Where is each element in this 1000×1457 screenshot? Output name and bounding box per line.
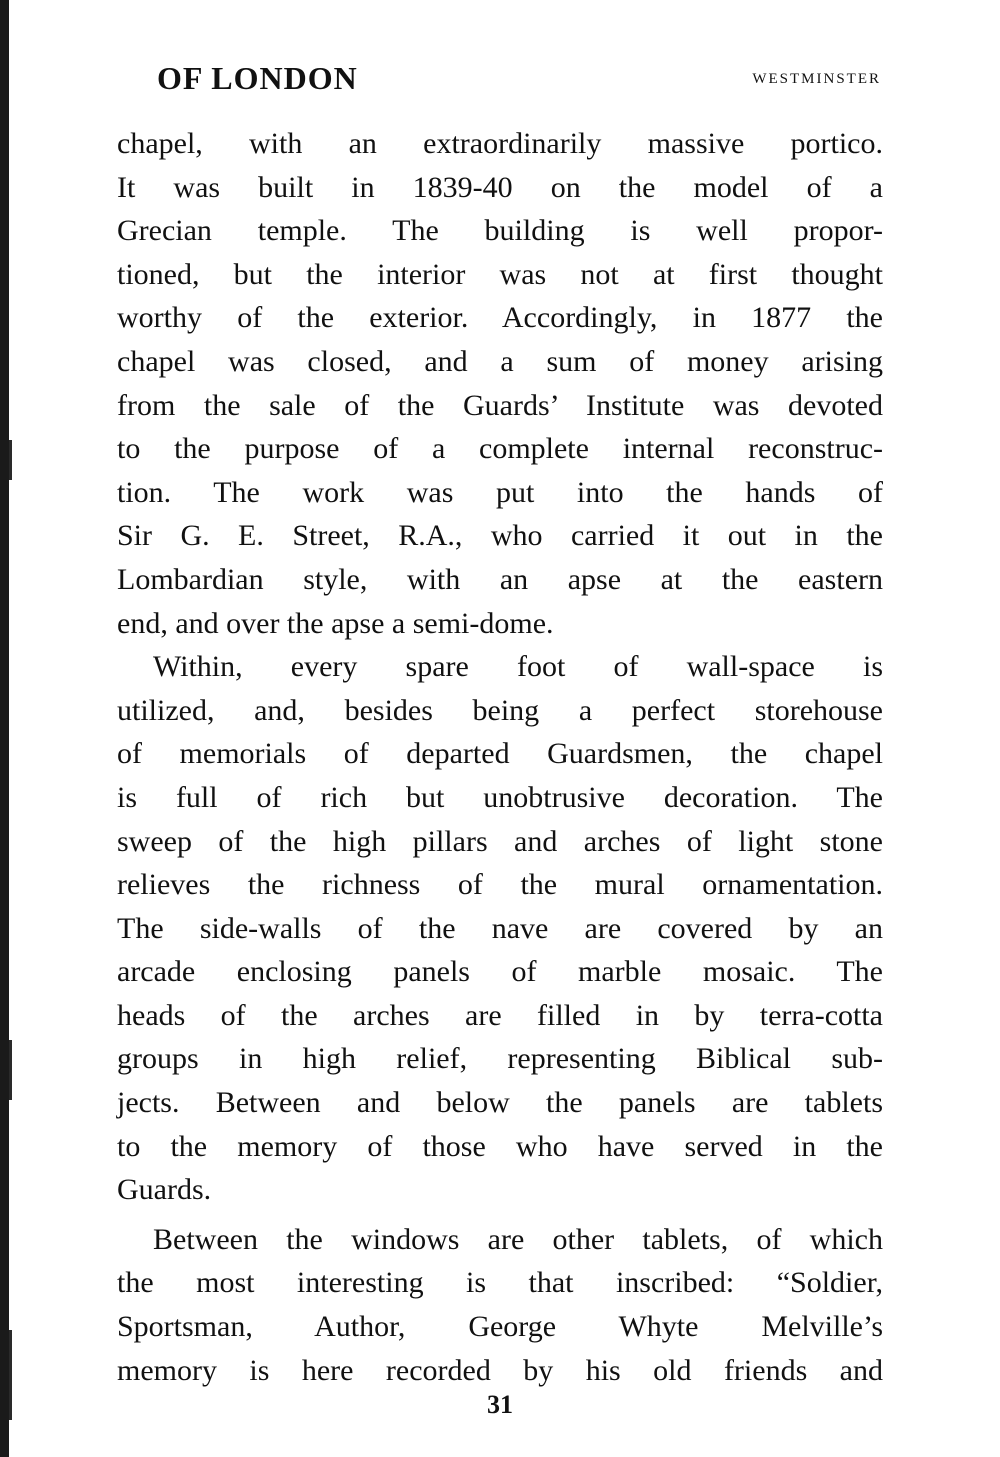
page-edge-mark	[9, 1040, 12, 1100]
running-head-section: WESTMINSTER	[752, 71, 881, 87]
running-head-title: OF LONDON	[157, 60, 358, 96]
text-line: Sir G. E. Street, R.A., who carried it out in the	[117, 519, 883, 553]
running-head	[117, 56, 883, 100]
text-line: groups in high relief, representing Biblical sub-	[117, 1042, 883, 1076]
text-line: sweep of the high pillars and arches of light stone	[117, 824, 883, 858]
text-line: The side-walls of the nave are covered by an	[117, 911, 883, 945]
text-line: of memorials of departed Guardsmen, the chapel	[117, 737, 883, 771]
text-line: Guards.	[117, 1173, 212, 1207]
text-line: Lombardian style, with an apse at the eastern	[117, 562, 883, 596]
text-line: relieves the richness of the mural ornamentation.	[117, 868, 883, 902]
text-line: chapel, with an extraordinarily massive portico.	[117, 127, 883, 160]
page-edge-mark	[9, 440, 12, 480]
page-binding-edge	[0, 0, 9, 1457]
text-line: to the memory of those who have served in the	[117, 1129, 883, 1163]
page-number: 31	[487, 1390, 513, 1419]
text-line: end, and over the apse a semi-dome.	[117, 606, 554, 640]
text-line: tion. The work was put into the hands of	[117, 475, 883, 509]
text-line: heads of the arches are filled in by terra-cotta	[117, 998, 883, 1032]
text-line: Within, every spare foot of wall-space is	[153, 650, 883, 684]
text-line: arcade enclosing panels of marble mosaic. The	[117, 955, 883, 989]
body-text	[117, 122, 883, 1392]
text-line: Between the windows are other tablets, of which	[153, 1222, 883, 1256]
text-line: to the purpose of a complete internal reconstruc-	[117, 432, 883, 466]
text-line: worthy of the exterior. Accordingly, in 1877 the	[117, 301, 883, 335]
text-line: from the sale of the Guards’ Institute was devoted	[117, 388, 883, 422]
text-line: the most interesting is that inscribed: “Soldier,	[117, 1266, 883, 1300]
text-line: Sportsman, Author, George Whyte Melville’s	[117, 1310, 883, 1344]
text-line: is full of rich but unobtrusive decoration. The	[117, 780, 883, 814]
text-line: It was built in 1839-40 on the model of a	[117, 170, 883, 204]
text-line: utilized, and, besides being a perfect storehouse	[117, 693, 883, 727]
text-line: chapel was closed, and a sum of money arising	[117, 344, 883, 378]
text-line: memory is here recorded by his old friends and	[117, 1353, 883, 1387]
text-line: Grecian temple. The building is well propor-	[117, 214, 883, 248]
paragraph	[117, 645, 883, 1212]
text-line: tioned, but the interior was not at first thought	[117, 257, 883, 291]
text-line: jects. Between and below the panels are tablets	[117, 1086, 883, 1120]
paragraph	[117, 1218, 883, 1392]
paragraph	[117, 122, 883, 645]
